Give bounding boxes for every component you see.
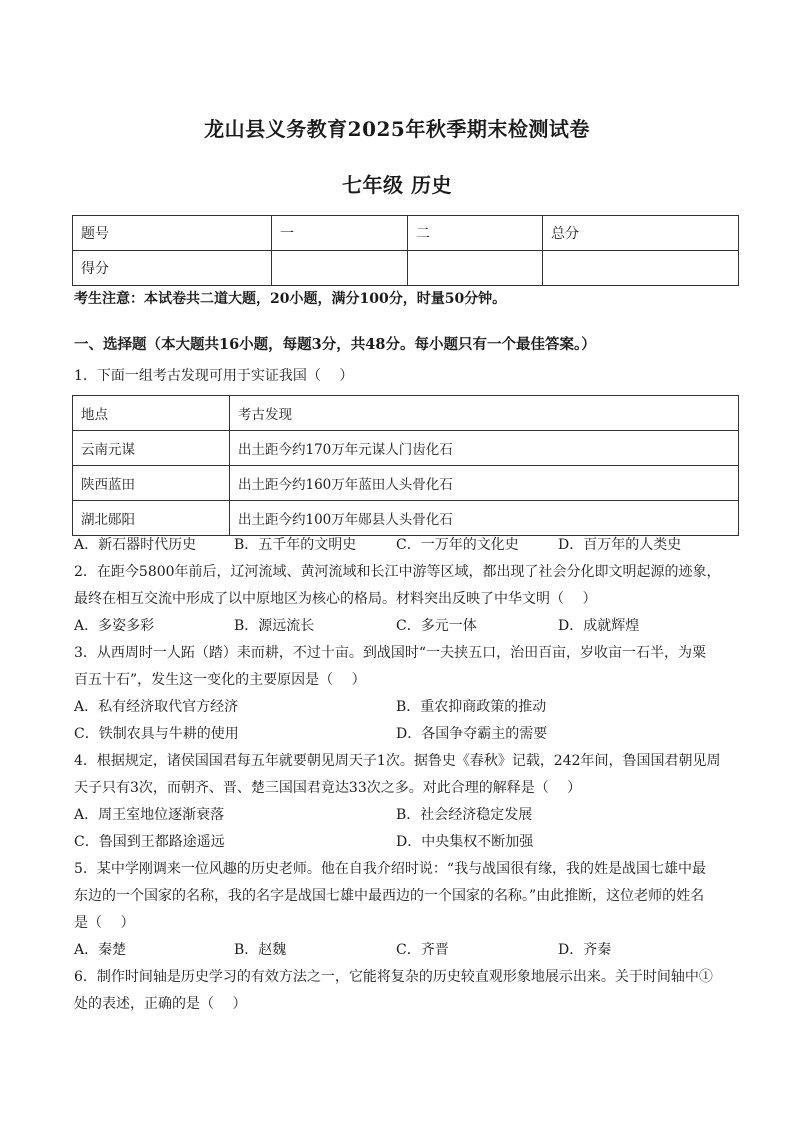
- score-cell: [543, 251, 739, 286]
- option-a[interactable]: A．秦楚: [74, 942, 127, 958]
- option-a[interactable]: A．新石器时代历史: [74, 537, 197, 553]
- table-cell: 云南元谋: [73, 431, 230, 466]
- score-cell: 二: [408, 216, 543, 251]
- question-3-line: 3．从西周时一人跖（踏）耒而耕，不过十亩。到战国时“一夫挟五口，治田百亩，岁收亩一石半，为粟: [74, 645, 707, 661]
- option-c[interactable]: C．鲁国到王都路途遥远: [74, 834, 225, 850]
- question-6-line: 6．制作时间轴是历史学习的有效方法之一，它能将复杂的历史较直观形象地展示出来。关于时间轴中①: [74, 969, 713, 985]
- question-4-line: 4．根据规定，诸侯国国君每五年就要朝见周天子1次。据鲁史《春秋》记载，242年间，鲁国国君朝见周: [74, 753, 721, 769]
- question-2-line: 最终在相互交流中形成了以中原地区为核心的格局。材料突出反映了中华文明（ ）: [74, 591, 597, 607]
- exam-subtitle: 七年级 历史: [342, 173, 452, 197]
- archaeology-table: [72, 395, 739, 536]
- question-2-options: [74, 613, 744, 640]
- table-cell: 出土距今约170万年元谋人门齿化石: [230, 431, 739, 466]
- option-d[interactable]: D．中央集权不断加强: [396, 834, 534, 850]
- table-cell: 出土距今约100万年郧县人头骨化石: [230, 501, 739, 536]
- exam-notice: 考生注意：本试卷共二道大题，20小题，满分100分，时量50分钟。: [74, 291, 507, 307]
- table-row: [73, 396, 739, 431]
- option-b[interactable]: B．源远流长: [234, 618, 315, 634]
- question-1-options: [74, 532, 744, 559]
- question-5-options: [74, 937, 744, 964]
- option-b[interactable]: B．重农抑商政策的推动: [396, 699, 547, 715]
- question-3-line: 百五十石”，发生这一变化的主要原因是（ ）: [74, 672, 366, 688]
- score-cell: 一: [272, 216, 408, 251]
- score-cell: [272, 251, 408, 286]
- section-heading: 一、选择题（本大题共16小题，每题3分，共48分。每小题只有一个最佳答案。）: [74, 336, 596, 353]
- question-4-options: [74, 829, 744, 856]
- option-c[interactable]: C．齐晋: [396, 942, 449, 958]
- option-b[interactable]: B．五千年的文明史: [234, 537, 357, 553]
- score-table-row: [73, 251, 739, 286]
- option-d[interactable]: D．齐秦: [558, 942, 612, 958]
- table-row: [73, 501, 739, 536]
- question-4-options: [74, 802, 744, 829]
- option-a[interactable]: A．多姿多彩: [74, 618, 155, 634]
- table-cell: 出土距今约160万年蓝田人头骨化石: [230, 466, 739, 501]
- score-cell: 题号: [73, 216, 272, 251]
- question-4-line: 天子只有3次，而朝齐、晋、楚三国国君竟达33次之多。对此合理的解释是（ ）: [74, 780, 582, 796]
- option-b[interactable]: B．赵魏: [234, 942, 287, 958]
- score-table-row: [73, 216, 739, 251]
- question-5-line: 东边的一个国家的名称，我的名字是战国七雄中最西边的一个国家的名称。”由此推断，这位老师的姓名: [74, 888, 705, 904]
- score-cell: 总分: [543, 216, 739, 251]
- question-6-line: 处的表述，正确的是（ ）: [74, 996, 247, 1012]
- table-header: 考古发现: [230, 396, 739, 431]
- table-row: [73, 466, 739, 501]
- option-c[interactable]: C．铁制农具与牛耕的使用: [74, 726, 239, 742]
- option-a[interactable]: A．周王室地位逐渐衰落: [74, 807, 225, 823]
- table-cell: 湖北郧阳: [73, 501, 230, 536]
- option-d[interactable]: D．百万年的人类史: [558, 537, 682, 553]
- score-table: [72, 215, 739, 286]
- option-c[interactable]: C．多元一体: [396, 618, 477, 634]
- table-header: 地点: [73, 396, 230, 431]
- question-3-options: [74, 694, 744, 721]
- question-2-line: 2．在距今5800年前后，辽河流域、黄河流域和长江中游等区域，都出现了社会分化即文明起源的迹象，: [74, 564, 721, 580]
- question-3-options: [74, 721, 744, 748]
- option-a[interactable]: A．私有经济取代官方经济: [74, 699, 239, 715]
- question-5-line: 是（ ）: [74, 915, 135, 931]
- table-row: [73, 431, 739, 466]
- option-b[interactable]: B．社会经济稳定发展: [396, 807, 533, 823]
- question-1-stem: 1．下面一组考古发现可用于实证我国（ ）: [74, 368, 354, 384]
- option-d[interactable]: D．各国争夺霸主的需要: [396, 726, 548, 742]
- option-d[interactable]: D．成就辉煌: [558, 618, 640, 634]
- exam-title: 龙山县义务教育2025年秋季期末检测试卷: [204, 117, 590, 141]
- question-5-line: 5．某中学刚调来一位风趣的历史老师。他在自我介绍时说：“我与战国很有缘，我的姓是战国七雄中最: [74, 861, 707, 877]
- table-cell: 陕西蓝田: [73, 466, 230, 501]
- score-cell: [408, 251, 543, 286]
- option-c[interactable]: C．一万年的文化史: [396, 537, 519, 553]
- score-cell: 得分: [73, 251, 272, 286]
